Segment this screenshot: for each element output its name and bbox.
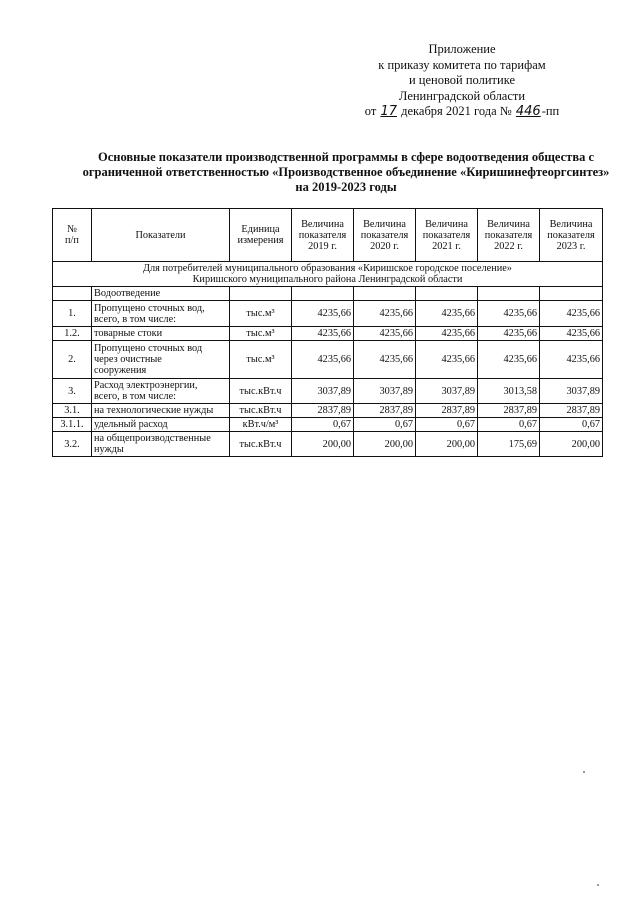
group-line-2: Киришского муниципального района Ленинградской области [192, 274, 463, 285]
title-line-2: ограниченной ответственностью «Производственное объединение «Киришинефтеоргсинтез» [82, 165, 610, 179]
header-cell: Величина показателя 2022 г. [478, 209, 540, 262]
value-cell: 200,00 [540, 432, 603, 457]
table-row [53, 432, 603, 457]
value-cell: 4235,66 [540, 341, 603, 379]
value-cell: 2837,89 [416, 404, 478, 418]
unit-cell: тыс.м³ [230, 341, 292, 379]
value-cell: 4235,66 [354, 301, 416, 327]
unit-cell: тыс.кВт.ч [230, 404, 292, 418]
value-cell: 200,00 [354, 432, 416, 457]
appendix-line-3: и ценовой политике [408, 73, 516, 87]
group-line-1: Для потребителей муниципального образования «Киришское городское поселение» [143, 263, 512, 274]
title-line-3: на 2019-2023 годы [295, 180, 397, 194]
indicator-name: удельный расход [92, 418, 230, 432]
appendix-line-2: к приказу комитета по тарифам [378, 57, 546, 72]
table-row [53, 301, 603, 327]
header-cell: Величина показателя 2019 г. [292, 209, 354, 262]
value-cell: 3037,89 [540, 379, 603, 404]
appendix-block [342, 42, 582, 120]
value-cell: 2837,89 [478, 404, 540, 418]
value-cell: 0,67 [416, 418, 478, 432]
value-cell: 3037,89 [416, 379, 478, 404]
value-cell: 3013,58 [478, 379, 540, 404]
header-cell: Единица измерения [230, 209, 292, 262]
date-rest: декабря 2021 года № [401, 104, 512, 118]
indicator-name: на общепроизводственные нужды [92, 432, 230, 457]
indicator-name: товарные стоки [92, 327, 230, 341]
value-cell: 4235,66 [416, 301, 478, 327]
title-line-1: Основные показатели производственной программы в сфере водоотведения общества с [97, 150, 594, 164]
empty-cell [354, 287, 416, 301]
header-cell: Величина показателя 2023 г. [540, 209, 603, 262]
value-cell: 175,69 [478, 432, 540, 457]
unit-cell: кВт.ч/м³ [230, 418, 292, 432]
unit-cell: тыс.кВт.ч [230, 379, 292, 404]
row-number: 3. [53, 379, 92, 404]
value-cell: 0,67 [540, 418, 603, 432]
scan-speck [597, 884, 599, 886]
unit-cell: тыс.м³ [230, 301, 292, 327]
unit-cell: тыс.м³ [230, 327, 292, 341]
document-title [66, 150, 626, 195]
empty-cell [230, 287, 292, 301]
value-cell: 4235,66 [354, 341, 416, 379]
value-cell: 0,67 [292, 418, 354, 432]
value-cell: 3037,89 [354, 379, 416, 404]
header-cell: Величина показателя 2020 г. [354, 209, 416, 262]
empty-cell [416, 287, 478, 301]
appendix-line-4: Ленинградской области [398, 88, 526, 103]
table-row [53, 327, 603, 341]
table-row [53, 379, 603, 404]
value-cell: 4235,66 [540, 301, 603, 327]
value-cell: 200,00 [292, 432, 354, 457]
section-label: Водоотведение [92, 287, 230, 301]
order-suffix: -пп [541, 104, 560, 118]
value-cell: 2837,89 [292, 404, 354, 418]
value-cell: 2837,89 [354, 404, 416, 418]
empty-cell [478, 287, 540, 301]
row-number: 1.2. [53, 327, 92, 341]
header-cell: Величина показателя 2021 г. [416, 209, 478, 262]
indicator-name: на технологические нужды [92, 404, 230, 418]
row-number: 2. [53, 341, 92, 379]
scan-speck [583, 771, 585, 773]
handwritten-day: 17 [380, 104, 397, 119]
table-row [53, 404, 603, 418]
value-cell: 0,67 [478, 418, 540, 432]
indicator-name: Пропущено сточных вод через очистные сооружения [92, 341, 230, 379]
group-caption [53, 262, 603, 287]
indicators-table [52, 208, 603, 457]
indicator-name: Расход электроэнергии, всего, в том числе: [92, 379, 230, 404]
section-num-cell [53, 287, 92, 301]
value-cell: 4235,66 [416, 327, 478, 341]
order-date-line [342, 104, 582, 120]
header-cell: № п/п [53, 209, 92, 262]
value-cell: 4235,66 [540, 327, 603, 341]
row-number: 3.2. [53, 432, 92, 457]
value-cell: 4235,66 [478, 301, 540, 327]
row-number: 3.1. [53, 404, 92, 418]
value-cell: 3037,89 [292, 379, 354, 404]
appendix-line-1: Приложение [428, 42, 496, 56]
value-cell: 200,00 [416, 432, 478, 457]
value-cell: 4235,66 [292, 327, 354, 341]
empty-cell [540, 287, 603, 301]
table-header-row [53, 209, 603, 262]
unit-cell: тыс.кВт.ч [230, 432, 292, 457]
date-prefix: от [364, 104, 377, 118]
value-cell: 0,67 [354, 418, 416, 432]
table-row [53, 341, 603, 379]
value-cell: 2837,89 [540, 404, 603, 418]
empty-cell [292, 287, 354, 301]
value-cell: 4235,66 [478, 341, 540, 379]
value-cell: 4235,66 [478, 327, 540, 341]
value-cell: 4235,66 [292, 341, 354, 379]
indicator-name: Пропущено сточных вод, всего, в том числе: [92, 301, 230, 327]
row-number: 3.1.1. [53, 418, 92, 432]
handwritten-order-number: 446 [515, 104, 541, 119]
row-number: 1. [53, 301, 92, 327]
value-cell: 4235,66 [416, 341, 478, 379]
header-cell: Показатели [92, 209, 230, 262]
section-row [53, 287, 603, 301]
group-row [53, 262, 603, 287]
table-row [53, 418, 603, 432]
value-cell: 4235,66 [354, 327, 416, 341]
value-cell: 4235,66 [292, 301, 354, 327]
